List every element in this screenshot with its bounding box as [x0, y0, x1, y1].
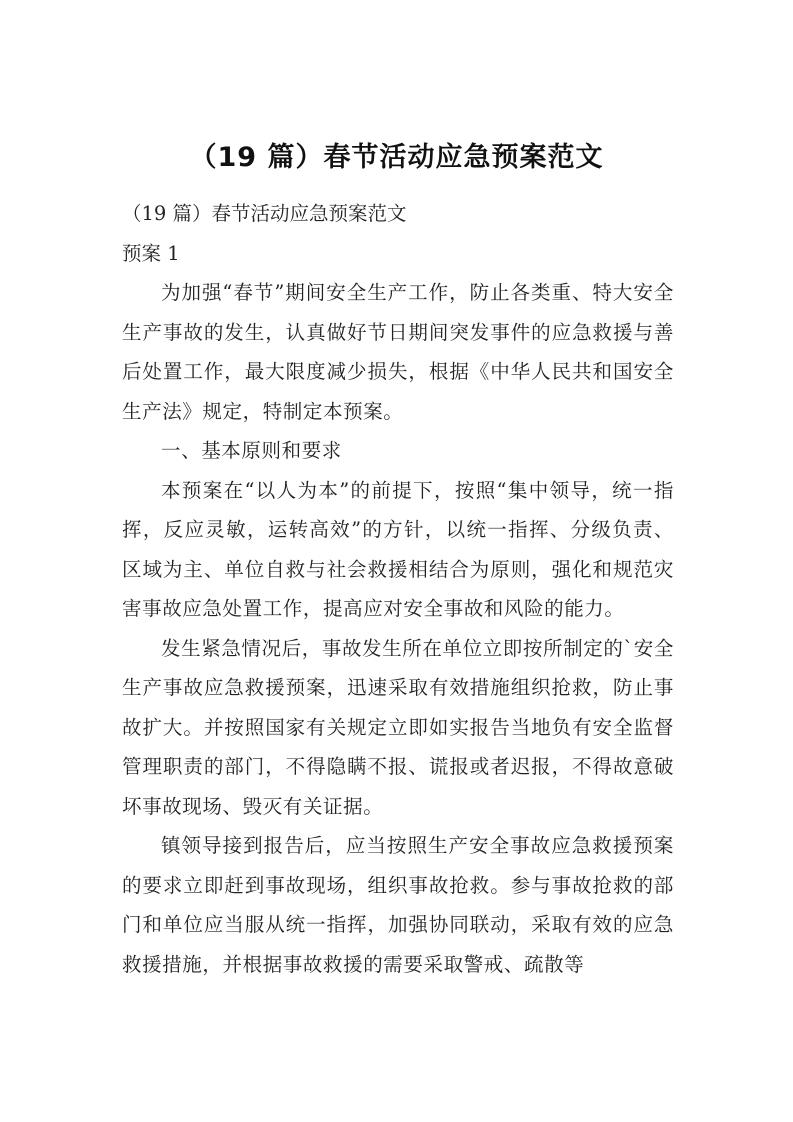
section-heading-principles: 一、基本原则和要求: [161, 439, 342, 462]
document-title: （19 篇）春节活动应急预案范文: [189, 142, 604, 174]
paragraph-emergency-response: 发生紧急情况后，事故发生所在单位立即按所制定的`安全生产事故应急救援预案，迅速采取有效措施组织抢救，防止事故扩大。并按照国家有关规定立即如实报告当地负有安全监督管理职责的部门，不得隐瞒不报、谎报或者迟报，不得故意破坏事故现场、毁灭有关证据。: [122, 636, 674, 818]
paragraph-purpose: 为加强“春节”期间安全生产工作，防止各类重、特大安全生产事故的发生，认真做好节日期间突发事件的应急救援与善后处置工作，最大限度减少损失，根据《中华人民共和国安全生产法》规定，特制定本预案。: [122, 281, 674, 423]
document-body: [122, 194, 674, 984]
document-subtitle: （19 篇）春节活动应急预案范文: [122, 202, 407, 225]
paragraph-principles: 本预案在“以人为本”的前提下，按照“集中领导，统一指挥，反应灵敏，运转高效”的方针，以统一指挥、分级负责、区域为主、单位自救与社会救援相结合为原则，强化和规范灾害事故应急处置工作，提高应对安全事故和风险的能力。: [122, 478, 674, 620]
section-label: 预案 1: [122, 241, 180, 265]
paragraph-leadership-response: 镇领导接到报告后，应当按照生产安全事故应急救援预案的要求立即赶到事故现场，组织事故抢救。参与事故抢救的部门和单位应当服从统一指挥，加强协同联动，采取有效的应急救援措施，并根据事故救援的需要采取警戒、疏散等: [122, 834, 674, 976]
